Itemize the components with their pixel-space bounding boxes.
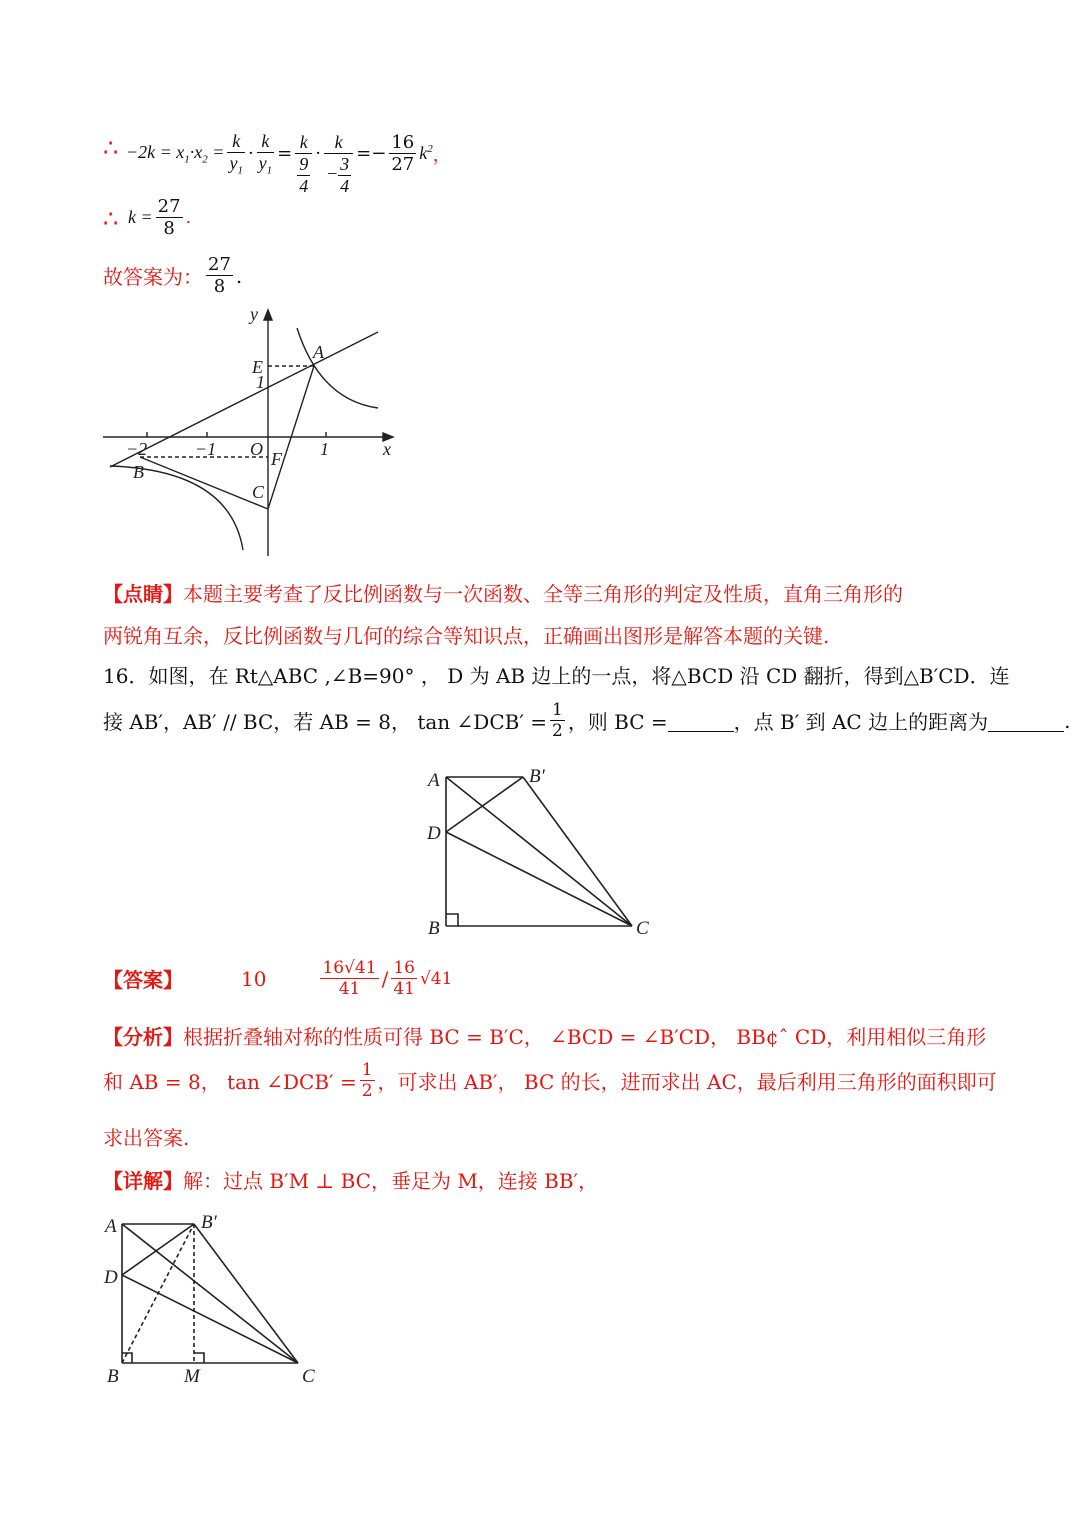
- function-graph: [95, 300, 405, 560]
- label-x: x: [383, 439, 391, 459]
- answer-fraction-2: $\frac{16}{41}$: [393, 958, 415, 999]
- equation-line-1: $-2k = x_1\cdot x_2$ = $\frac{k}{y_1}$ · $\frac{k}{y_1}$ = $\frac{k}{\frac{9}{4}}$ · k − $\frac{3}{4}$ = − $\frac{16}{27}$ $k^2$ ，: [126, 130, 451, 196]
- blank-1: [668, 709, 734, 732]
- fig3-label-M: M: [184, 1366, 200, 1387]
- analysis-tag: 【分析】: [103, 1025, 183, 1049]
- right-angle-mark: [446, 914, 458, 926]
- eq1-lhs: $-2k = x_1\cdot x_2$ =: [126, 141, 225, 166]
- fraction-27-8: $\frac{27}{8}$: [157, 196, 181, 239]
- label-F: F: [271, 449, 282, 469]
- label-B: B: [133, 462, 144, 482]
- therefore-symbol-1: ∴: [103, 134, 119, 162]
- problem-16-line-1: 16．如图，在 Rt△ABC ,∠B=90° ， D 为 AB 边上的一点，将△BCD 沿 CD 翻折，得到△B′CD．连: [103, 664, 1010, 688]
- analysis-fraction-half: $\frac{1}{2}$: [361, 1060, 373, 1101]
- fig3-label-B1: B′: [201, 1212, 217, 1233]
- fig3-label-D: D: [104, 1267, 118, 1288]
- label-E: E: [252, 357, 263, 377]
- fraction-half: $\frac{1}{2}$: [551, 700, 563, 741]
- fig3-dashed-B-B1: [122, 1224, 194, 1363]
- detail-line: 【详解】解：过点 B′M ⊥ BC，垂足为 M，连接 BB′，: [103, 1169, 599, 1193]
- label-neg1: −1: [195, 439, 217, 459]
- triangle-figure-with-altitude: [100, 1205, 330, 1395]
- hyperbola-branch-first-quadrant: [297, 328, 378, 408]
- analysis-line-3: 求出答案.: [103, 1126, 190, 1150]
- segment-B-C: [140, 457, 268, 509]
- y-axis-arrow: [264, 310, 272, 320]
- problem-16-line-2: 接 AB′，AB′ // BC，若 AB = 8， tan ∠DCB′ = $\frac{1}{2}$ ，则 BC = ，点 B′ 到 AC 边上的距离为 .: [103, 700, 1071, 741]
- therefore-symbol-2: ∴: [103, 205, 119, 233]
- fraction-k-over-9-4: $\frac{k}{\frac{9}{4}}$: [295, 132, 312, 197]
- fig3-label-B: B: [107, 1366, 119, 1387]
- dianjing-tag: 【点睛】: [103, 582, 183, 606]
- fig2-label-C: C: [636, 918, 649, 939]
- fig3-label-A: A: [105, 1216, 117, 1237]
- hyperbola-branch-third-quadrant: [110, 466, 243, 550]
- triangle-figure: [420, 760, 660, 940]
- detail-tag: 【详解】: [103, 1169, 183, 1193]
- line-through-A-B: [110, 332, 378, 467]
- label-one-x: 1: [320, 439, 329, 459]
- answer-fraction: $\frac{27}{8}$: [208, 254, 231, 297]
- answer-fraction-1: $\frac{16√41}{41}$: [322, 958, 377, 999]
- fraction-k-over-y1-b: $\frac{k}{y_1}$: [258, 130, 273, 177]
- answer-value-1: 10: [241, 966, 267, 991]
- fig2-label-B: B: [428, 918, 440, 939]
- label-neg2: −2: [126, 439, 148, 459]
- fig2-label-B1: B′: [529, 766, 545, 787]
- blank-2: [988, 709, 1064, 732]
- fraction-k-over-y1: $\frac{k}{y_1}$: [229, 130, 243, 177]
- fraction-16-27: $\frac{16}{27}$: [391, 132, 415, 175]
- answer-row: 【答案】 10 $\frac{16√41}{41}$ / $\frac{16}{41}$ √41: [103, 958, 453, 999]
- fig3-label-C: C: [302, 1366, 315, 1387]
- analysis-line-1: 【分析】根据折叠轴对称的性质可得 BC = B′C， ∠BCD = ∠B′CD， BB¢ˆ CD，利用相似三角形: [103, 1025, 987, 1049]
- label-one-y: 1: [256, 372, 265, 392]
- label-O: O: [250, 439, 263, 459]
- label-y: y: [250, 304, 258, 324]
- label-A: A: [313, 342, 324, 362]
- side-D-C: [446, 832, 632, 926]
- equation-line-2: k = $\frac{27}{8}$ .: [128, 196, 192, 239]
- fig3-right-angle-M: [194, 1353, 204, 1363]
- fig3-side-D-C: [122, 1275, 298, 1363]
- fig2-label-D: D: [427, 823, 441, 844]
- analysis-line-2: 和 AB = 8， tan ∠DCB′ = $\frac{1}{2}$ ，可求出 AB′， BC 的长，进而求出 AC，最后利用三角形的面积即可: [103, 1060, 997, 1101]
- fig2-label-A: A: [428, 770, 440, 791]
- answer-line: 故答案为： $\frac{27}{8}$ .: [103, 254, 243, 297]
- dianjing-paragraph: 【点睛】本题主要考查了反比例函数与一次函数、全等三角形的判定及性质，直角三角形的 两锐角互余，反比例函数与几何的综合等知识点，正确画出图形是解答本题的关键.: [103, 582, 903, 648]
- fraction-k-over-neg3-4: k − $\frac{3}{4}$: [324, 132, 353, 197]
- answer-tag: 【答案】: [103, 968, 183, 992]
- label-C: C: [252, 482, 265, 502]
